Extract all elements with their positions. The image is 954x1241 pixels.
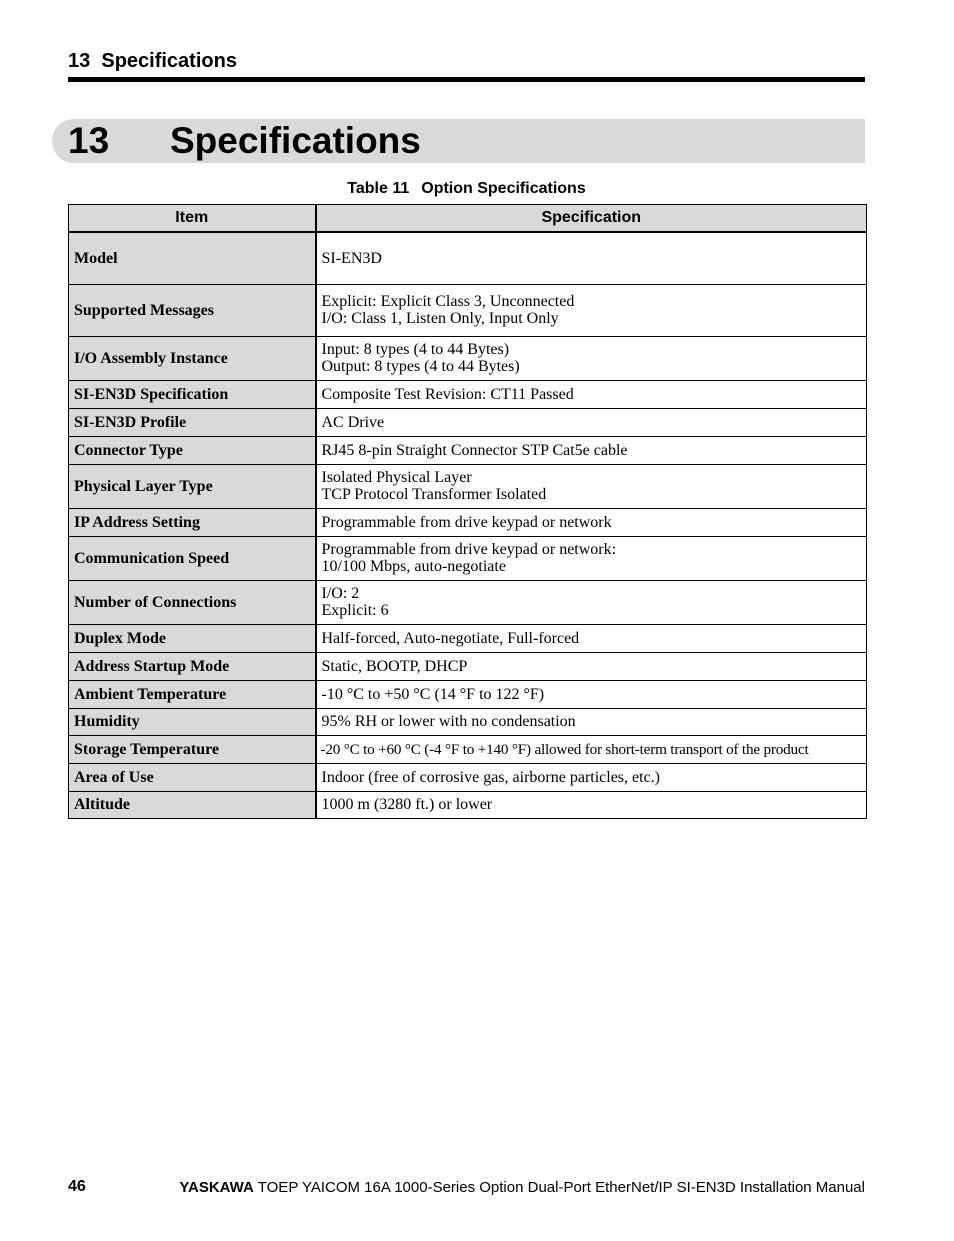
spec-line: AC Drive xyxy=(321,413,385,431)
spec-line: Half-forced, Auto-negotiate, Full-forced xyxy=(321,629,580,647)
row-item-label: Connector Type xyxy=(69,436,316,464)
row-spec-value xyxy=(316,232,867,284)
row-item-label: Ambient Temperature xyxy=(69,680,316,708)
spec-line: I/O: 2 xyxy=(321,585,360,602)
spec-line: I/O: Class 1, Listen Only, Input Only xyxy=(321,310,559,327)
spec-line: 10/100 Mbps, auto-negotiate xyxy=(321,558,506,575)
spec-line: Output: 8 types (4 to 44 Bytes) xyxy=(321,358,520,375)
page-number: 46 xyxy=(68,1178,86,1195)
table-row xyxy=(69,536,867,580)
table-row xyxy=(69,232,867,284)
spec-table xyxy=(68,204,867,819)
table-header-row xyxy=(69,205,867,233)
row-item-label: Physical Layer Type xyxy=(69,464,316,508)
row-spec-value xyxy=(316,763,867,791)
spec-line: Explicit: 6 xyxy=(321,602,389,619)
table-row xyxy=(69,791,867,818)
spec-line: Programmable from drive keypad or network xyxy=(321,513,612,531)
row-spec-value xyxy=(316,708,867,735)
spec-line: RJ45 8-pin Straight Connector STP Cat5e cable xyxy=(321,441,628,459)
row-spec-value xyxy=(316,380,867,408)
row-spec-value xyxy=(316,436,867,464)
table-row xyxy=(69,464,867,508)
spec-line: 95% RH or lower with no condensation xyxy=(321,713,576,730)
spec-line: Programmable from drive keypad or network: xyxy=(321,541,617,558)
row-item-label: IP Address Setting xyxy=(69,508,316,536)
spec-line: Static, BOOTP, DHCP xyxy=(321,657,468,675)
table-row xyxy=(69,508,867,536)
row-item-label: Supported Messages xyxy=(69,284,316,336)
table-row xyxy=(69,680,867,708)
table-row xyxy=(69,735,867,763)
row-spec-value xyxy=(316,408,867,436)
column-header-specification: Specification xyxy=(316,205,867,233)
row-spec-value xyxy=(316,680,867,708)
table-row xyxy=(69,580,867,624)
row-item-label: Humidity xyxy=(69,708,316,735)
header-rule xyxy=(68,77,865,82)
row-spec-value xyxy=(316,508,867,536)
row-spec-value xyxy=(316,624,867,652)
table-row xyxy=(69,652,867,680)
row-item-label: Storage Temperature xyxy=(69,735,316,763)
table-row xyxy=(69,624,867,652)
row-item-label: Altitude xyxy=(69,791,316,818)
footer-manual-title xyxy=(179,1179,865,1196)
spec-line: -10 °C to +50 °C (14 °F to 122 °F) xyxy=(321,685,545,703)
table-caption-label: Table 11 xyxy=(347,180,410,197)
running-header: 13 Specifications xyxy=(68,50,237,72)
spec-line: SI-EN3D xyxy=(321,249,382,267)
spec-line: Composite Test Revision: CT11 Passed xyxy=(321,385,574,403)
row-item-label: Area of Use xyxy=(69,763,316,791)
row-item-label: I/O Assembly Instance xyxy=(69,336,316,380)
row-item-label: SI-EN3D Profile xyxy=(69,408,316,436)
spec-line: Explicit: Explicit Class 3, Unconnected xyxy=(321,293,575,310)
spec-line: TCP Protocol Transformer Isolated xyxy=(321,486,547,503)
spec-line: 1000 m (3280 ft.) or lower xyxy=(321,796,493,813)
row-spec-value xyxy=(316,580,867,624)
row-item-label: Number of Connections xyxy=(69,580,316,624)
table-caption xyxy=(68,180,865,198)
row-item-label: SI-EN3D Specification xyxy=(69,380,316,408)
row-spec-value xyxy=(316,791,867,818)
row-spec-value xyxy=(316,652,867,680)
row-spec-value xyxy=(316,464,867,508)
spec-line: Isolated Physical Layer xyxy=(321,469,472,486)
row-item-label: Duplex Mode xyxy=(69,624,316,652)
section-number: 13 xyxy=(68,120,110,161)
row-item-label: Communication Speed xyxy=(69,536,316,580)
table-row xyxy=(69,708,867,735)
footer-title: TOEP YAICOM 16A 1000-Series Option Dual-Port EtherNet/IP SI-EN3D Installation Manual xyxy=(257,1179,865,1196)
table-caption-title: Option Specifications xyxy=(421,180,586,197)
table-row xyxy=(69,336,867,380)
row-item-label: Address Startup Mode xyxy=(69,652,316,680)
table-row xyxy=(69,380,867,408)
row-spec-value xyxy=(316,336,867,380)
row-spec-value xyxy=(316,284,867,336)
section-title: Specifications xyxy=(170,120,421,161)
table-row xyxy=(69,408,867,436)
table-row xyxy=(69,284,867,336)
spec-line: Indoor (free of corrosive gas, airborne particles, etc.) xyxy=(321,768,661,786)
table-row xyxy=(69,436,867,464)
spec-line: -20 °C to +60 °C (-4 °F to +140 °F) allowed for short-term transport of the product xyxy=(320,740,809,758)
row-spec-value xyxy=(316,735,867,763)
footer-brand: YASKAWA xyxy=(179,1179,254,1196)
spec-line: Input: 8 types (4 to 44 Bytes) xyxy=(321,341,510,358)
column-header-item: Item xyxy=(69,205,316,233)
row-spec-value xyxy=(316,536,867,580)
table-row xyxy=(69,763,867,791)
row-item-label: Model xyxy=(69,232,316,284)
